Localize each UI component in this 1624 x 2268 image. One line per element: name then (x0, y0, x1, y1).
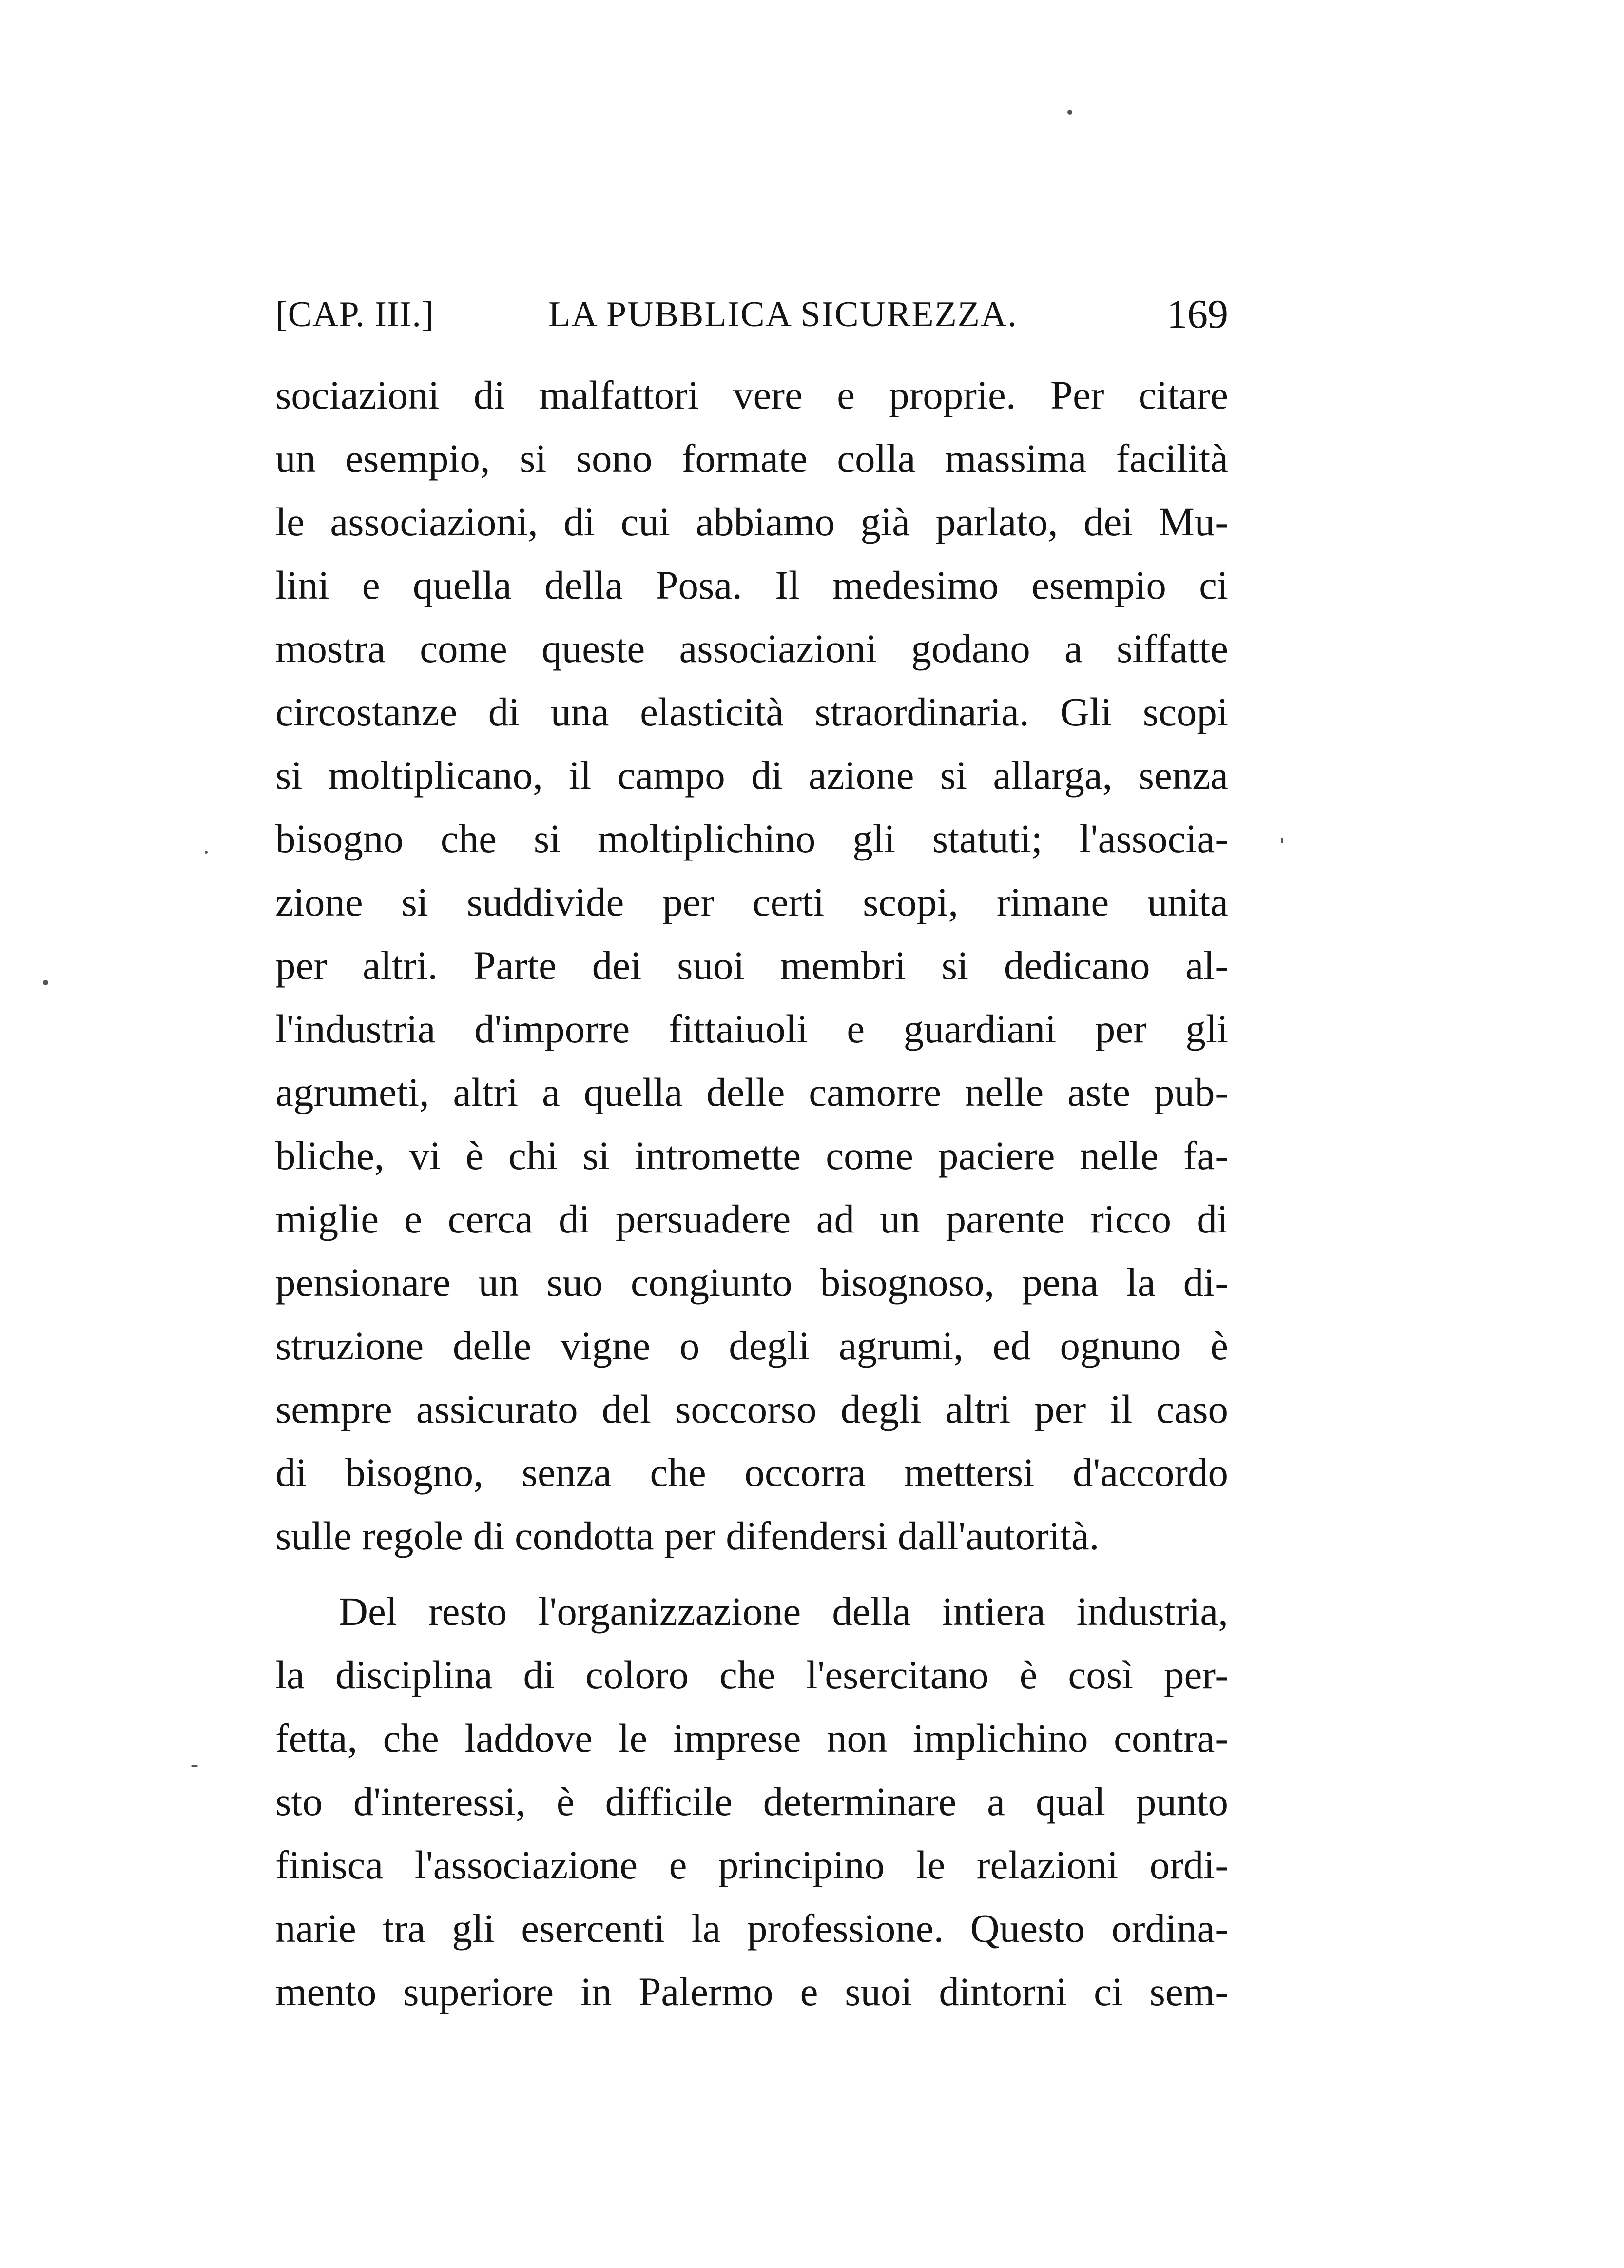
text-line: sempre assicurato del soccorso degli altri per il caso (275, 1387, 1228, 1431)
scan-speck (1067, 110, 1072, 115)
chapter-label: [CAP. III.] (275, 294, 434, 334)
text-line: sto d'interessi, è difficile determinare a qual punto (275, 1779, 1228, 1824)
text-line: un esempio, si sono formate colla massima facilità (275, 436, 1228, 481)
text-line: l'industria d'imporre fittaiuoli e guardiani per gli (275, 1006, 1228, 1051)
text-line: miglie e cerca di persuadere ad un parente ricco di (275, 1196, 1228, 1241)
text-line: bliche, vi è chi si intromette come paciere nelle fa- (275, 1133, 1228, 1178)
running-head (275, 288, 1228, 341)
text-line: fetta, che laddove le imprese non implichino contra- (275, 1716, 1228, 1760)
text-line: la disciplina di coloro che l'esercitano è così per- (275, 1652, 1228, 1697)
scan-speck (43, 980, 48, 985)
text-line: per altri. Parte dei suoi membri si dedicano al- (275, 943, 1228, 988)
text-line: mento superiore in Palermo e suoi dintorni ci sem- (275, 1969, 1228, 2014)
running-title: LA PUBBLICA SICUREZZA. (548, 294, 1018, 334)
text-line: agrumeti, altri a quella delle camorre nelle aste pub- (275, 1070, 1228, 1114)
text-line: di bisogno, senza che occorra mettersi d'accordo (275, 1450, 1228, 1495)
text-line: bisogno che si moltiplichino gli statuti; l'associa- (275, 816, 1228, 861)
page-number: 169 (1167, 292, 1228, 337)
scan-speck (205, 851, 208, 854)
text-line: pensionare un suo congiunto bisognoso, pena la di- (275, 1260, 1228, 1305)
text-line: lini e quella della Posa. Il medesimo esempio ci (275, 563, 1228, 607)
body-text (275, 363, 1228, 2023)
text-line: le associazioni, di cui abbiamo già parlato, dei Mu- (275, 499, 1228, 544)
text-line: Del resto l'organizzazione della intiera industria, (339, 1589, 1228, 1634)
text-line: circostanze di una elasticità straordinaria. Gli scopi (275, 689, 1228, 734)
text-line: finisca l'associazione e principino le relazioni ordi- (275, 1842, 1228, 1887)
scan-speck (1281, 838, 1283, 843)
text-line: sociazioni di malfattori vere e proprie. Per citare (275, 372, 1228, 417)
text-line: zione si suddivide per certi scopi, rimane unita (275, 880, 1228, 924)
text-line: sulle regole di condotta per difendersi dall'autorità. (275, 1513, 1100, 1558)
text-line: narie tra gli esercenti la professione. Questo ordina- (275, 1906, 1228, 1951)
scan-speck (191, 1765, 198, 1767)
text-line: mostra come queste associazioni godano a siffatte (275, 626, 1228, 671)
text-line: si moltiplicano, il campo di azione si allarga, senza (275, 753, 1228, 798)
text-line: struzione delle vigne o degli agrumi, ed ognuno è (275, 1323, 1228, 1368)
